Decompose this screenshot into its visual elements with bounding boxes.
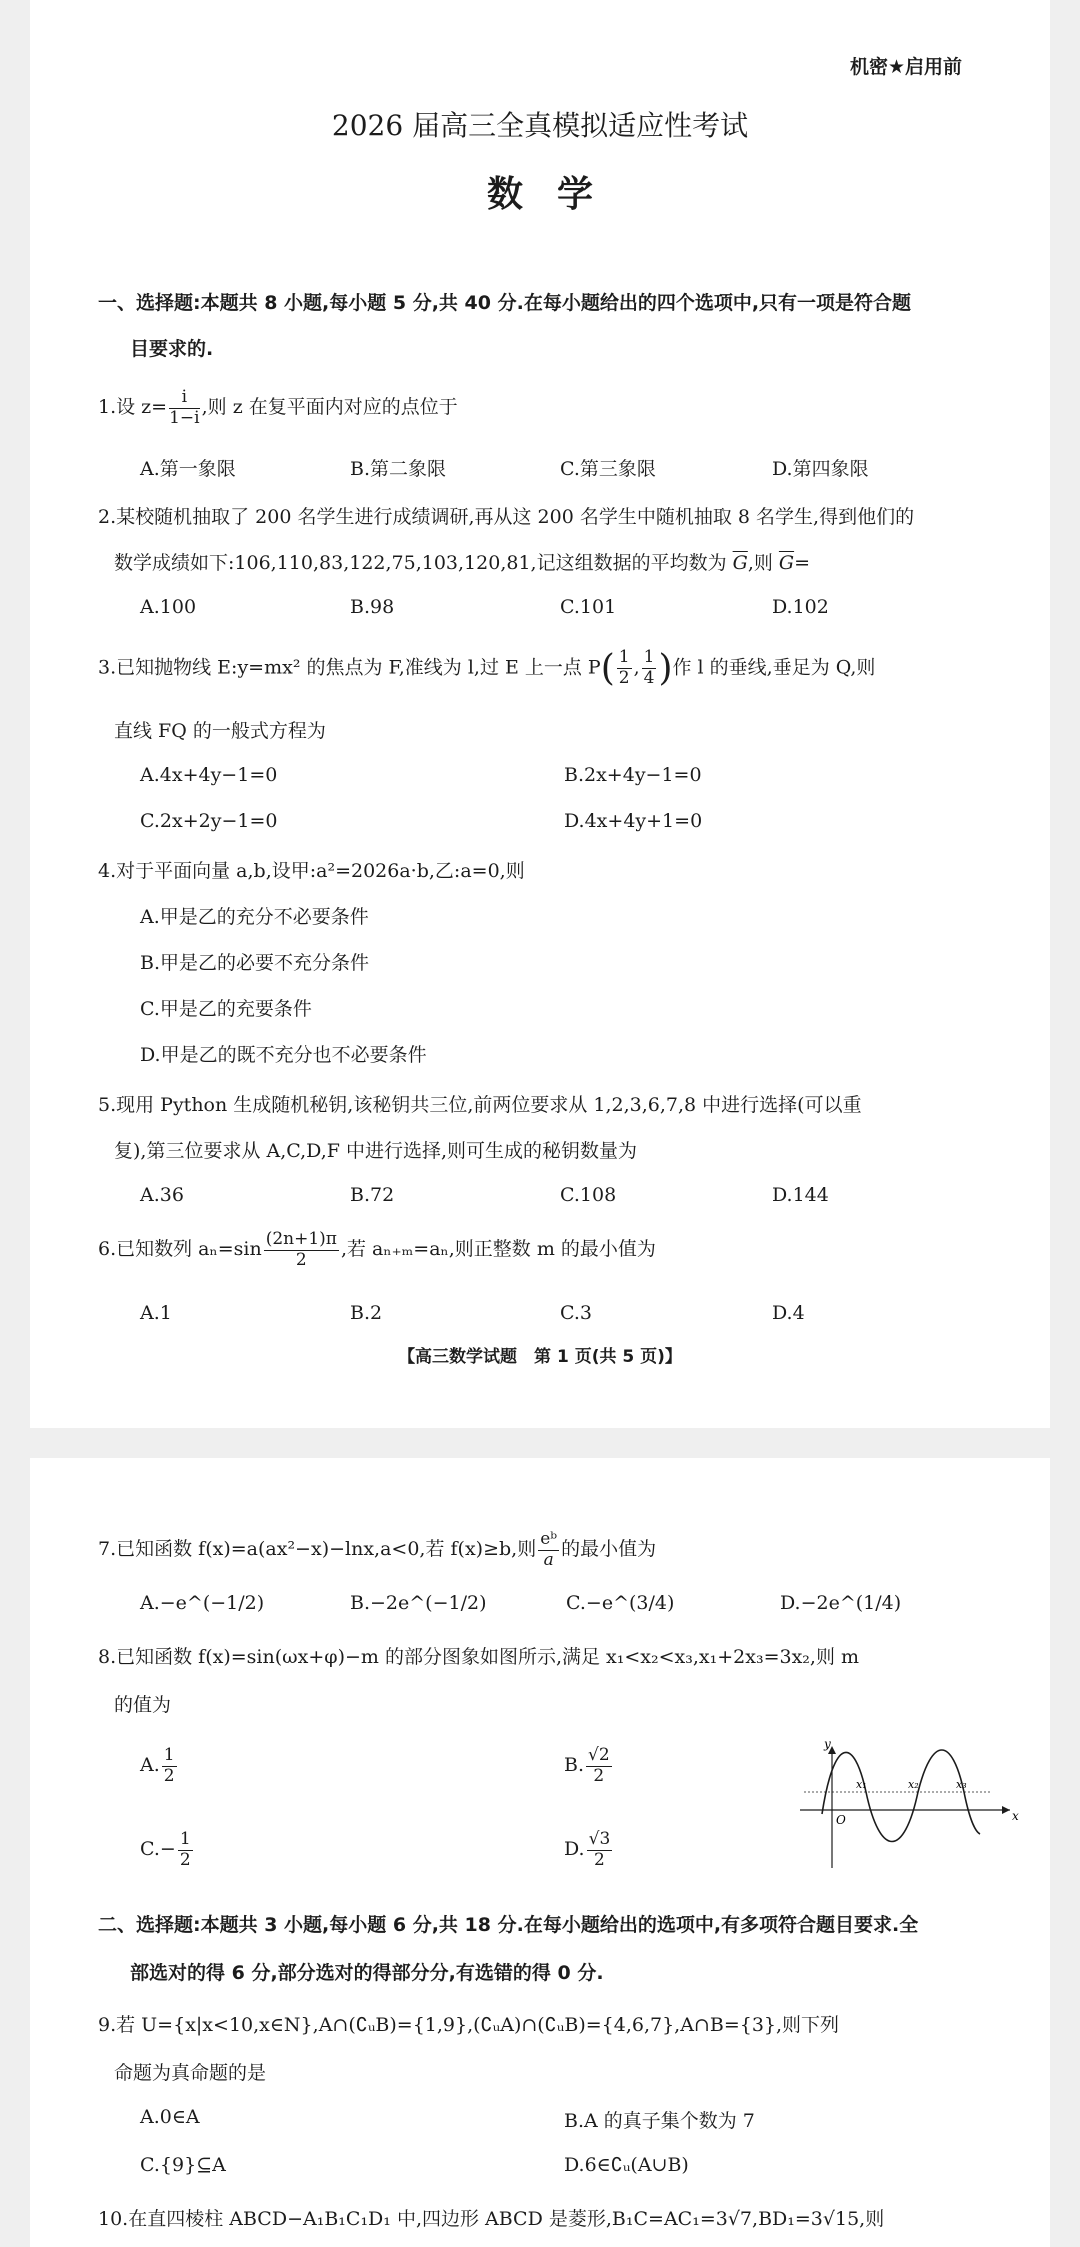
q6-option-a[interactable]: A.1: [140, 1302, 172, 1324]
question-8: 8.已知函数 f(x)=sin(ωx+φ)−m 的部分图象如图所示,满足 x₁<x₂<x₃,x₁+2x₃=3x₂,则 m: [98, 1646, 860, 1668]
question-3-cont: 直线 FQ 的一般式方程为: [114, 720, 326, 742]
q6-option-d[interactable]: D.4: [772, 1302, 805, 1324]
q8-option-b[interactable]: B. $\frac{√2}{2}$: [564, 1745, 610, 1786]
question-6: 6.已知数列 aₙ=sin $\frac{(2n+1)\pi}{2}$ ,若 aₙ₊ₘ=aₙ,则正整数 m 的最小值为: [98, 1229, 656, 1270]
section2-heading-cont: 部选对的得 6 分,部分选对的得部分分,有选错的得 0 分.: [130, 1962, 604, 1984]
q6-option-c[interactable]: C.3: [560, 1302, 592, 1324]
section1-heading: 一、选择题:本题共 8 小题,每小题 5 分,共 40 分.在每小题给出的四个选项中,只有一项是符合题: [98, 292, 912, 314]
q8-option-c[interactable]: C.− $\frac{1}{2}$: [140, 1829, 191, 1870]
q4-option-d[interactable]: D.甲是乙的既不充分也不必要条件: [140, 1044, 427, 1066]
question-8-cont: 的值为: [114, 1694, 172, 1716]
section1-heading-cont: 目要求的.: [130, 338, 214, 360]
q9-option-c[interactable]: C.{9}⊆A: [140, 2154, 226, 2176]
x-axis-arrow: [1002, 1806, 1010, 1814]
q1-option-b[interactable]: B.第二象限: [350, 458, 447, 480]
q4-option-c[interactable]: C.甲是乙的充要条件: [140, 998, 312, 1020]
y-axis-label: y: [824, 1740, 831, 1751]
q5-option-c[interactable]: C.108: [560, 1184, 617, 1206]
question-2: 2.某校随机抽取了 200 名学生进行成绩调研,再从这 200 名学生中随机抽取 8 名学生,得到他们的: [98, 506, 915, 528]
q1-option-d[interactable]: D.第四象限: [772, 458, 869, 480]
q9-option-d[interactable]: D.6∈∁ᵤ(A∪B): [564, 2154, 689, 2176]
question-5-cont: 复),第三位要求从 A,C,D,F 中进行选择,则可生成的秘钥数量为: [114, 1140, 638, 1162]
q3-option-c[interactable]: C.2x+2y−1=0: [140, 810, 278, 832]
q9-option-b[interactable]: B.A 的真子集个数为 7: [564, 2110, 755, 2132]
fraction: $\frac{i}{1-i}$: [169, 387, 200, 428]
q4-option-a[interactable]: A.甲是乙的充分不必要条件: [140, 906, 369, 928]
q3-option-b[interactable]: B.2x+4y−1=0: [564, 764, 702, 786]
q5-option-b[interactable]: B.72: [350, 1184, 395, 1206]
q7-option-b[interactable]: B.−2e^(−1/2): [350, 1592, 487, 1614]
q5-option-a[interactable]: A.36: [140, 1184, 184, 1206]
q1-option-a[interactable]: A.第一象限: [140, 458, 236, 480]
sine-curve: [822, 1750, 980, 1842]
question-9-cont: 命题为真命题的是: [114, 2062, 267, 2084]
q9-option-a[interactable]: A.0∈A: [140, 2106, 200, 2128]
question-9: 9.若 U={x|x<10,x∈N},A∩(∁ᵤB)={1,9},(∁ᵤA)∩(∁ᵤB)={4,6,7},A∩B={3},则下列: [98, 2014, 840, 2036]
exam-page-2: [30, 1458, 1050, 2247]
page-footer: 【高三数学试题 第 1 页(共 5 页)】: [398, 1347, 682, 1367]
question-3: 3.已知抛物线 E:y=mx² 的焦点为 F,准线为 l,过 E 上一点 P( $\frac{1}{2}$ , $\frac{1}{4}$ )作 l 的垂线,垂足为 Q,则: [98, 647, 876, 689]
q7-option-a[interactable]: A.−e^(−1/2): [140, 1592, 265, 1614]
secret-mark: 机密★启用前: [850, 56, 963, 78]
q3-option-d[interactable]: D.4x+4y+1=0: [564, 810, 703, 832]
x2-label: x₂: [908, 1778, 919, 1791]
section2-heading: 二、选择题:本题共 3 小题,每小题 6 分,共 18 分.在每小题给出的选项中,有多项符合题目要求.全: [98, 1914, 919, 1936]
question-7: 7.已知函数 f(x)=a(ax²−x)−lnx,a<0,若 f(x)≥b,则 $\frac{\text{eᵇ}}{a}$ 的最小值为: [98, 1529, 657, 1570]
q7-option-c[interactable]: C.−e^(3/4): [566, 1592, 675, 1614]
q5-option-d[interactable]: D.144: [772, 1184, 829, 1206]
exam-title: 2026 届高三全真模拟适应性考试: [331, 109, 749, 142]
question-4: 4.对于平面向量 a,b,设甲:a²=2026a·b,乙:a=0,则: [98, 860, 525, 882]
q2-option-c[interactable]: C.101: [560, 596, 617, 618]
q1-option-c[interactable]: C.第三象限: [560, 458, 656, 480]
q8-sine-graph: [800, 1740, 1020, 1870]
q4-option-b[interactable]: B.甲是乙的必要不充分条件: [140, 952, 370, 974]
q2-option-a[interactable]: A.100: [140, 596, 197, 618]
q7-option-d[interactable]: D.−2e^(1/4): [780, 1592, 902, 1614]
subject-title: 数学: [486, 173, 627, 215]
x3-label: x₃: [956, 1778, 967, 1791]
x-axis-label: x: [1012, 1809, 1019, 1823]
question-10: 10.在直四棱柱 ABCD−A₁B₁C₁D₁ 中,四边形 ABCD 是菱形,B₁C=AC₁=3√7,BD₁=3√15,则: [98, 2208, 885, 2230]
q2-option-b[interactable]: B.98: [350, 596, 395, 618]
q3-option-a[interactable]: A.4x+4y−1=0: [140, 764, 278, 786]
q2-option-d[interactable]: D.102: [772, 596, 829, 618]
question-1: 1.设 z= $\frac{i}{1-i}$ ,则 z 在复平面内对应的点位于: [98, 387, 458, 428]
exam-page-1: [30, 0, 1050, 1428]
q6-option-b[interactable]: B.2: [350, 1302, 383, 1324]
x1-label: x₁: [856, 1778, 867, 1791]
question-2-cont: 数学成绩如下:106,110,83,122,75,103,120,81,记这组数据的平均数为 $\overline{G}$,则 $\overline{G}=$: [114, 552, 811, 574]
q8-option-d[interactable]: D. $\frac{√3}{2}$: [564, 1829, 611, 1870]
q8-option-a[interactable]: A. $\frac{1}{2}$: [140, 1745, 175, 1786]
question-5: 5.现用 Python 生成随机秘钥,该秘钥共三位,前两位要求从 1,2,3,6,7,8 中进行选择(可以重: [98, 1094, 862, 1116]
origin-label: O: [836, 1813, 846, 1827]
